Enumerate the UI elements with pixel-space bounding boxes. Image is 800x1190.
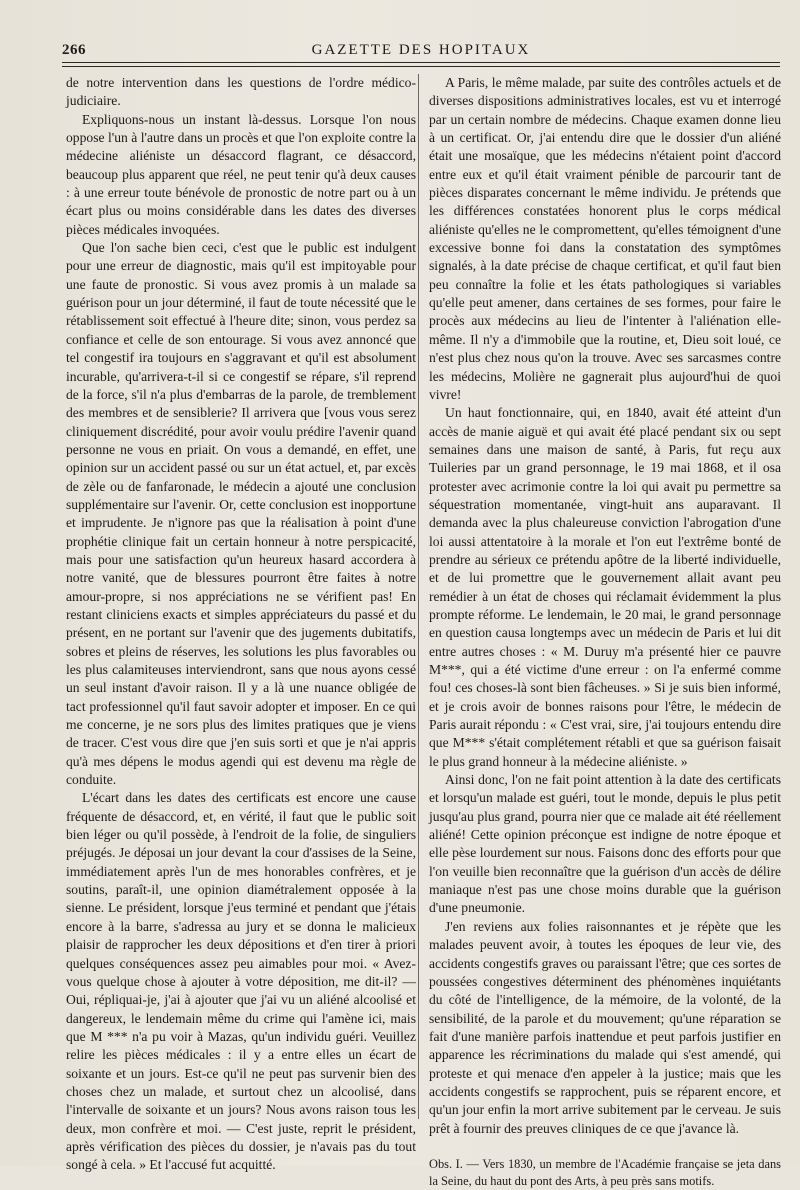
paragraph: L'écart dans les dates des certificats est encore une cause fréquente de désaccord, et, en vérité, il faut que le public soit bien léger ou qu'il possède, à l'endroit de la folie, de singuliers préjugés. Je déposai un jour devant la cour d'assises de la Seine, immédiatement après l'un de mes honorables confrères, et je soutins, paraît-il, une opinion diamétralement opposée à la sienne. Le président, lorsque j'eus terminé et pendant que j'étais encore à la barre, s'adressa au jury et se donna le malicieux plaisir de rapprocher les deux dépositions et d'en tirer à priori quelques conséquences assez peu aimables pour moi. « Avez-vous quelque chose à ajouter à votre déposition, me dit-il? — Oui, répliquai-je, j'ai à ajouter que j'ai vu un aliéné alcoolisé et dangereux, le lendemain même du crime qui l'amène ici, mais que M *** n'a pu voir à Mazas, qu'un individu guéri. Veuillez relire les pièces médicales : il y a entre elles un écart de soixante et un jours. Est-ce qu'il ne peut pas survenir bien des choses chez un malade, et surtout chez un alcoolisé, dans l'intervalle de soixante et un jours? Nous avons raison tous les deux, mon confrère et moi. — C'est juste, reprit le président, après vérification des pièces du dossier, je n'avais pas du tout songé à cela. » Et l'accusé fut acquitté. (66, 790, 416, 1173)
column-divider (418, 74, 419, 1119)
paragraph: Ainsi donc, l'on ne fait point attention à la date des certificats et lorsqu'un malade est guéri, tout le monde, depuis le plus petit jusqu'au plus grand, pourra nier que ce malade ait été réellement aliéné! Cette opinion préconçue est indigne de notre époque et elle pèse lourdement sur nous. Faisons donc des efforts pour que l'on veuille bien reconnaître que la guérison d'un accès de délire maniaque n'est pas une chose moins durable que la guérison d'une pneumonie. (429, 772, 781, 916)
paragraph: A Paris, le même malade, par suite des contrôles actuels et de diverses dispositions administratives locales, est vu et interrogé par un certain nombre de médecins. Chaque examen donne lieu à un certificat. Or, j'ai entendu dire que le dossier d'un aliéné était une mosaïque, que les médecins n'étaient point d'accord entre eux et qu'il était vraiment pénible de parcourir tant de pièces disparates concernant le même individu. Je prétends que les différences constatées honorent plus le corps médical aliéniste qu'elles ne le compromettent, qu'elles témoignent d'une excessive bonne foi dans la constatation des symptômes signalés, à la date précise de chaque certificat, et qu'il faut bien peu connaître la folie et les états pathologiques si variables qu'elle peut amener, dans certaines de ses formes, pour faire le procès aux médecins au lieu de l'intenter à l'aliénation elle-même. Il n'y a d'immobile que la routine, et, Dieu soit loué, ce n'est plus chez nous qu'on la trouve. Avec ses sarcasmes contre les médecins, Molière ne gagnerait plus aujourd'hui de quoi vivre! (429, 75, 781, 402)
paragraph: Un haut fonctionnaire, qui, en 1840, avait été atteint d'un accès de manie aiguë et qui avait été placé pendant six ou sept semaines dans une maison de santé, à Paris, fut reçu aux Tuileries par un grand personnage, le 19 mai 1868, et il osa protester avec acrimonie contre la loi qui avait pu permettre sa séquestration momentanée, vingt-huit ans auparavant. Il demanda avec la plus chaleureuse conviction l'abrogation d'une loi aussi attentatoire à la morale et l'on eut l'extrême bonté de prendre au sérieux ce prétendu apôtre de la liberté individuelle, et de lui promettre que le gouvernement allait avant peu remédier à un état de choses qui réclamait évidemment la plus prompte réforme. Le lendemain, le 20 mai, le grand personnage en question causa longtemps avec un médecin de Paris et lui dit entre autres choses : « M. Duruy m'a présenté hier ce pauvre M***, qui a été victime d'une erreur : on l'a enfermé comme fou! ces choses-là sont bien fâcheuses. » Si je suis bien informé, et je crois avoir de bonnes raisons pour l'être, le médecin de Paris aurait répondu : « C'est vrai, sire, j'ai toujours entendu dire que M*** s'était complétement rétabli et que sa guérison faisait le plus grand honneur à la médecine aliéniste. » (429, 405, 781, 769)
paragraph: Que l'on sache bien ceci, c'est que le public est indulgent pour une erreur de diagnostic, mais qu'il est impitoyable pour une faute de pronostic. Si vous avez promis à un malade sa guérison pour un jour déterminé, il faut de toute nécessité que le rétablissement soit effectué à l'heure dite; sinon, vous perdez sa confiance et celle de son entourage. Si vous avez annoncé que tel congestif ira toujours en s'aggravant et qu'il est absolument incurable, qu'arrivera-t-il si ce congestif se répare, s'il reprend de la force, s'il n'a plus d'embarras de la parole, de tremblement des membres et de sensiblerie? Il arrivera que [vous vous serez cliniquement discrédité, pour avoir voulu prédire l'avenir quand personne ne vous en priait. On vous a demandé, en effet, une opinion sur un accident passé ou sur un état actuel, et, par excès de zèle ou de fanfaronade, le médecin a ajouté une conclusion supplémentaire sur l'avenir. Or, cette conclusion est inopportune et imprudente. Je n'ignore pas que la réalisation à point d'une prophétie clinique fait un certain honneur à notre perspicacité, mais pour une satisfaction qu'un heureux hasard accordera à notre vanité, que de blessures pourront être faites à notre amour-propre, si nos appréciations ne se vérifient pas! En restant cliniciens exacts et simples appréciateurs du passé et du présent, en ne portant sur l'avenir que des jugements dubitatifs, sobres et pleins de réserves, les solutions les plus favorables ou les plus calamiteuses interviendront, sans que nous ayons cessé un seul instant d'avoir raison. Il y a là une nuance obligée de tact professionnel qu'il faut savoir adopter et imposer. En ce qui me concerne, je ne sors plus des limites pratiques que je viens de tracer. C'est vous dire que j'en suis sorti et que je n'ai appris qu'à mes dépens le modus agendi qui est devenu ma règle de conduite. (66, 240, 416, 788)
paragraph: J'en reviens aux folies raisonnantes et je répète que les malades peuvent avoir, à toutes les époques de leur vie, des accidents congestifs graves ou paraissant l'être; que ces sortes de poussées congestives déterminent des phénomènes inquiétants du côté de l'intelligence, de la mémoire, de la volonté, de la sensibilité, de la parole et du mouvement; qu'une réparation se fait d'une manière parfois inattendue et peut parfois justifier en apparence les récriminations du malade qui s'est amendé, qui proteste et qui menace d'en appeler à la justice; mais que les accidents congestifs se rapprochent, puis se réparent encore, et qu'un jour enfin la mort arrive subitement par le cerveau. Je suis prêt à fournir des preuves cliniques de ce que j'avance là. (429, 918, 781, 1136)
journal-title: GAZETTE DES HOPITAUX (311, 42, 531, 58)
observation-note: Obs. I. — Vers 1830, un membre de l'Académie française se jeta dans la Seine, du haut du pont des Arts, à peu près sans motifs. (429, 1156, 781, 1188)
right-column (429, 74, 781, 1190)
paragraph: Expliquons-nous un instant là-dessus. Lorsque l'on nous oppose l'un à l'autre dans un procès et que l'on exploite contre la médecine aliéniste un désaccord flagrant, ce désaccord, beaucoup plus apparent que réel, ne peut tenir qu'à deux causes : à une erreur toute bénévole de pronostic de notre part ou à un écart plus ou moins considérable dans les dates des diverses pièces médicales invoquées. (66, 111, 416, 237)
paragraph: de notre intervention dans les questions de l'ordre médico-judiciaire. (66, 75, 416, 109)
page-header (62, 36, 780, 62)
header-rule (62, 62, 780, 67)
left-column (66, 74, 416, 1175)
page-number: 266 (62, 42, 86, 58)
